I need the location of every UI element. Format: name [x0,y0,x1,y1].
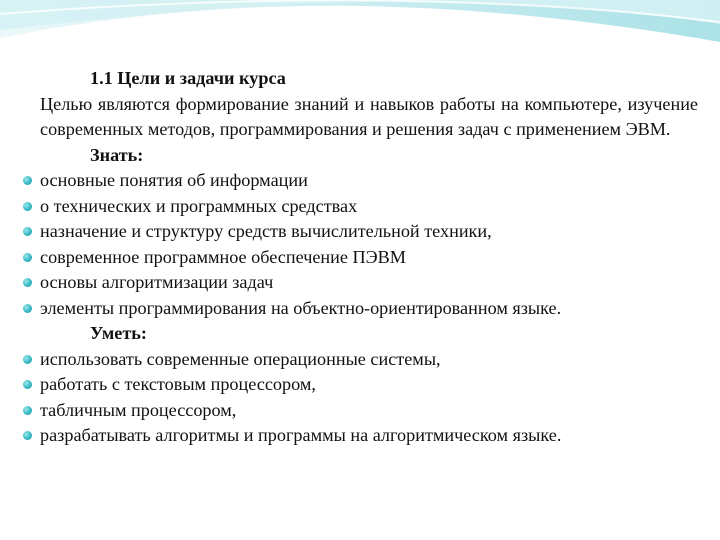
header-wave-decoration [0,0,720,60]
list-item [40,347,698,373]
list-item [40,296,698,322]
intro-paragraph: Целью являются формирование знаний и навыков работы на компьютере, изучение современных методов, программирования и решения задач с применением ЭВМ. [40,93,698,139]
bullet-icon [23,227,32,236]
know-label: Знать: [90,144,144,165]
slide-heading: 1.1 Цели и задачи курса [90,68,286,88]
list-item-text: использовать современные операционные системы, [40,348,441,369]
list-item [40,168,698,194]
bullet-icon [23,406,32,415]
list-item [40,219,698,245]
bullet-icon [23,355,32,364]
list-item [40,372,698,398]
bullet-icon [23,431,32,440]
list-item-text: работать с текстовым процессором, [40,374,316,394]
list-item [40,423,698,449]
bullet-icon [23,176,32,185]
slide-content [40,66,698,449]
list-item-text: основные понятия об информации [40,170,308,190]
list-item-text: табличным процессором, [40,399,237,420]
can-list [40,347,698,449]
list-item [40,245,698,271]
list-item [40,194,698,220]
bullet-icon [23,380,32,389]
bullet-icon [23,304,32,313]
can-label: Уметь: [90,323,147,343]
bullet-icon [23,202,32,211]
list-item-text: элементы программирования на объектно-ориентированном языке. [40,297,562,318]
bullet-icon [23,278,32,287]
list-item-text: основы алгоритмизации задач [40,272,274,292]
list-item-text: современное программное обеспечение ПЭВМ [40,246,406,267]
bullet-icon [23,253,32,262]
list-item-text: о технических и программных средствах [40,195,358,216]
know-list [40,168,698,321]
list-item [40,398,698,424]
list-item [40,270,698,296]
list-item-text: разрабатывать алгоритмы и программы на алгоритмическом языке. [40,425,562,445]
list-item-text: назначение и структуру средств вычислительной техники, [40,221,492,241]
